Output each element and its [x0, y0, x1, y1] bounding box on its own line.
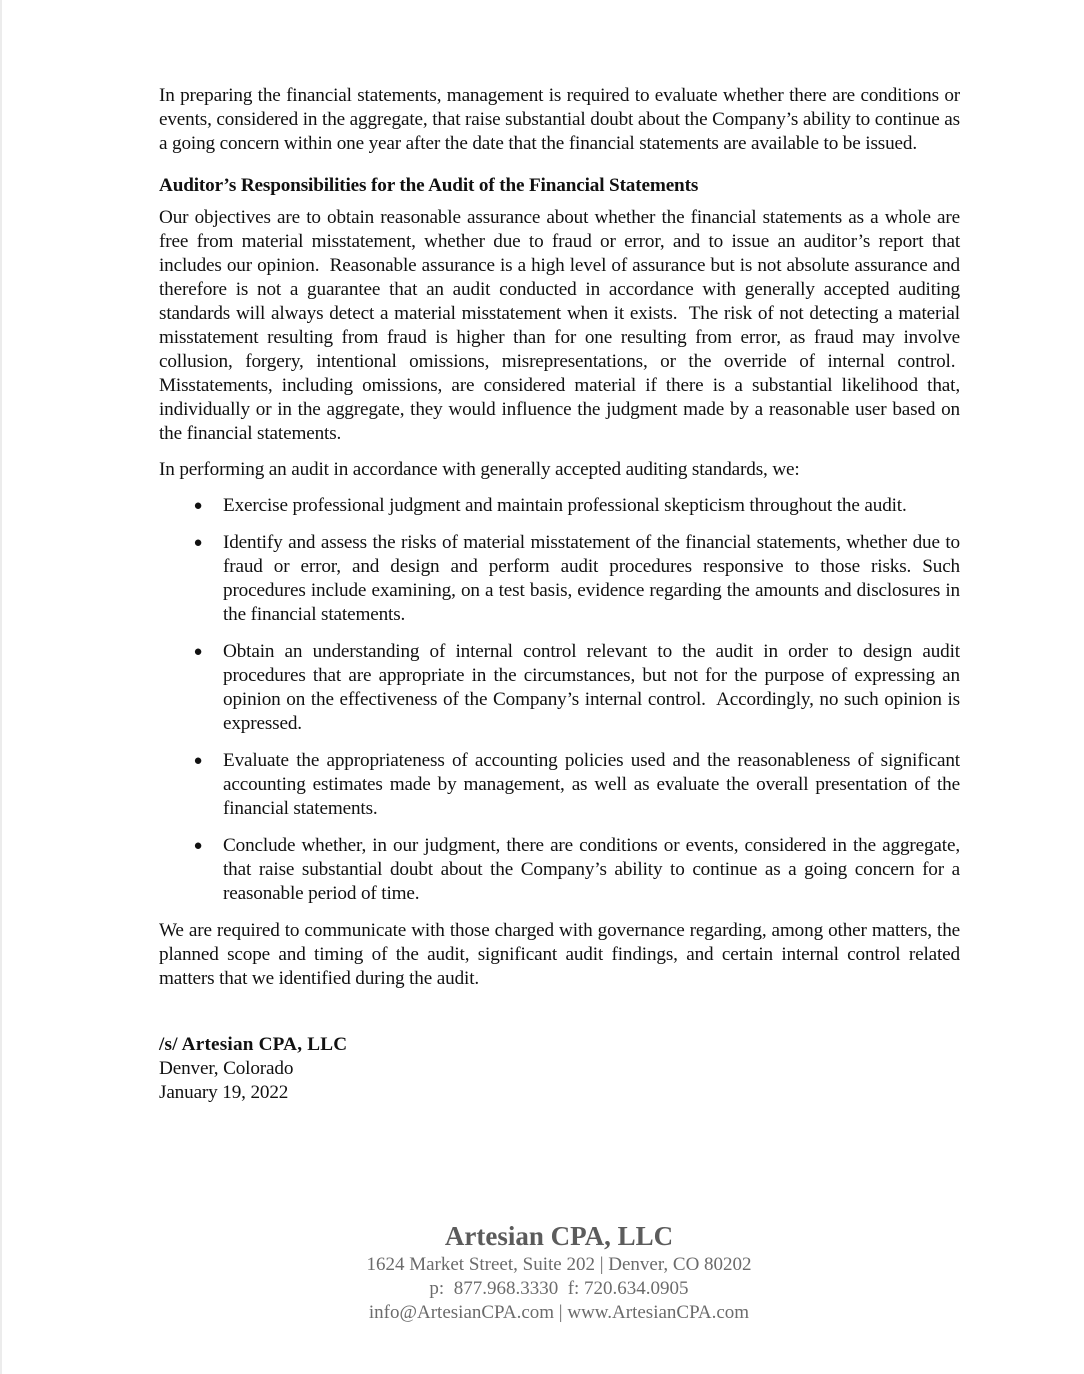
- signature-date: January 19, 2022: [159, 1082, 289, 1103]
- footer-firm-name: Artesian CPA, LLC: [444, 1221, 674, 1251]
- footer-phone-fax: p: 877.968.3330 f: 720.634.0905: [429, 1278, 689, 1299]
- signature-location: Denver, Colorado: [159, 1058, 294, 1079]
- signature-firm: /s/ Artesian CPA, LLC: [159, 1034, 348, 1055]
- list-intro-paragraph: In performing an audit in accordance with generally accepted auditing standards, we:: [159, 459, 800, 480]
- bullet-icon: ●: [193, 753, 203, 769]
- objectives-paragraph: Our objectives are to obtain reasonable assurance about whether the financial statements as a whole are free from material misstatement, whether due to fraud or error, and to issue an auditor’s report that includes our opinion. Reasonable assurance is a high level of assurance but is not absolute assurance and therefore is not a guarantee that an audit conducted in accordance with generally accepted auditing standards will always detect a material misstatement when it exists. The risk of not detecting a material misstatement resulting from fraud is higher than for one resulting from error, as fraud may involve collusion, forgery, intentional omissions, misrepresentations, or the override of internal control. Misstatements, including omissions, are considered material if there is a substantial likelihood that, individually or in the aggregate, they would influence the judgment made by a reasonable user based on the financial statements.: [159, 207, 960, 444]
- bullet-icon: ●: [193, 838, 203, 854]
- list-item-text: Identify and assess the risks of material misstatement of the financial statements, whether due to fraud or error, and design and perform audit procedures responsive to those risks. Such procedures include examining, on a test basis, evidence regarding the amounts and disclosures in the financial statements.: [223, 532, 960, 625]
- bullet-icon: ●: [193, 644, 203, 660]
- list-item: [159, 834, 960, 906]
- footer-address: 1624 Market Street, Suite 202 | Denver, CO 80202: [366, 1254, 752, 1275]
- responsibilities-list: [159, 494, 960, 906]
- bullet-icon: ●: [193, 535, 203, 551]
- list-item-text: Evaluate the appropriateness of accounting policies used and the reasonableness of significant accounting estimates made by management, as well as evaluate the overall presentation of the financial statements.: [223, 750, 960, 819]
- page-edge: [0, 0, 2, 1374]
- list-item: [159, 749, 960, 821]
- bullet-icon: ●: [193, 498, 203, 514]
- list-item-text: Exercise professional judgment and maintain professional skepticism throughout the audit.: [223, 495, 907, 516]
- list-item-text: Conclude whether, in our judgment, there are conditions or events, considered in the aggregate, that raise substantial doubt about the Company’s ability to continue as a going concern for a reasonable period of time.: [223, 835, 960, 904]
- going-concern-paragraph: In preparing the financial statements, management is required to evaluate whether there are conditions or events, considered in the aggregate, that raise substantial doubt about the Company’s ability to continue as a going concern within one year after the date that the financial statements are available to be issued.: [159, 85, 960, 154]
- governance-paragraph: We are required to communicate with those charged with governance regarding, among other matters, the planned scope and timing of the audit, significant audit findings, and certain internal control related matters that we identified during the audit.: [159, 920, 960, 989]
- list-item: [159, 531, 960, 627]
- section-heading: Auditor’s Responsibilities for the Audit of the Financial Statements: [159, 175, 699, 196]
- list-item: [159, 494, 960, 518]
- list-item: [159, 640, 960, 736]
- signature-block: [159, 1033, 960, 1105]
- document-body: [159, 84, 960, 1105]
- letterhead-footer: [0, 1219, 1084, 1325]
- list-item-text: Obtain an understanding of internal control relevant to the audit in order to design audit procedures that are appropriate in the circumstances, but not for the purpose of expressing an opinion on the effectiveness of the Company’s internal control. Accordingly, no such opinion is expressed.: [223, 641, 960, 734]
- footer-email-web: info@ArtesianCPA.com | www.ArtesianCPA.com: [368, 1302, 750, 1323]
